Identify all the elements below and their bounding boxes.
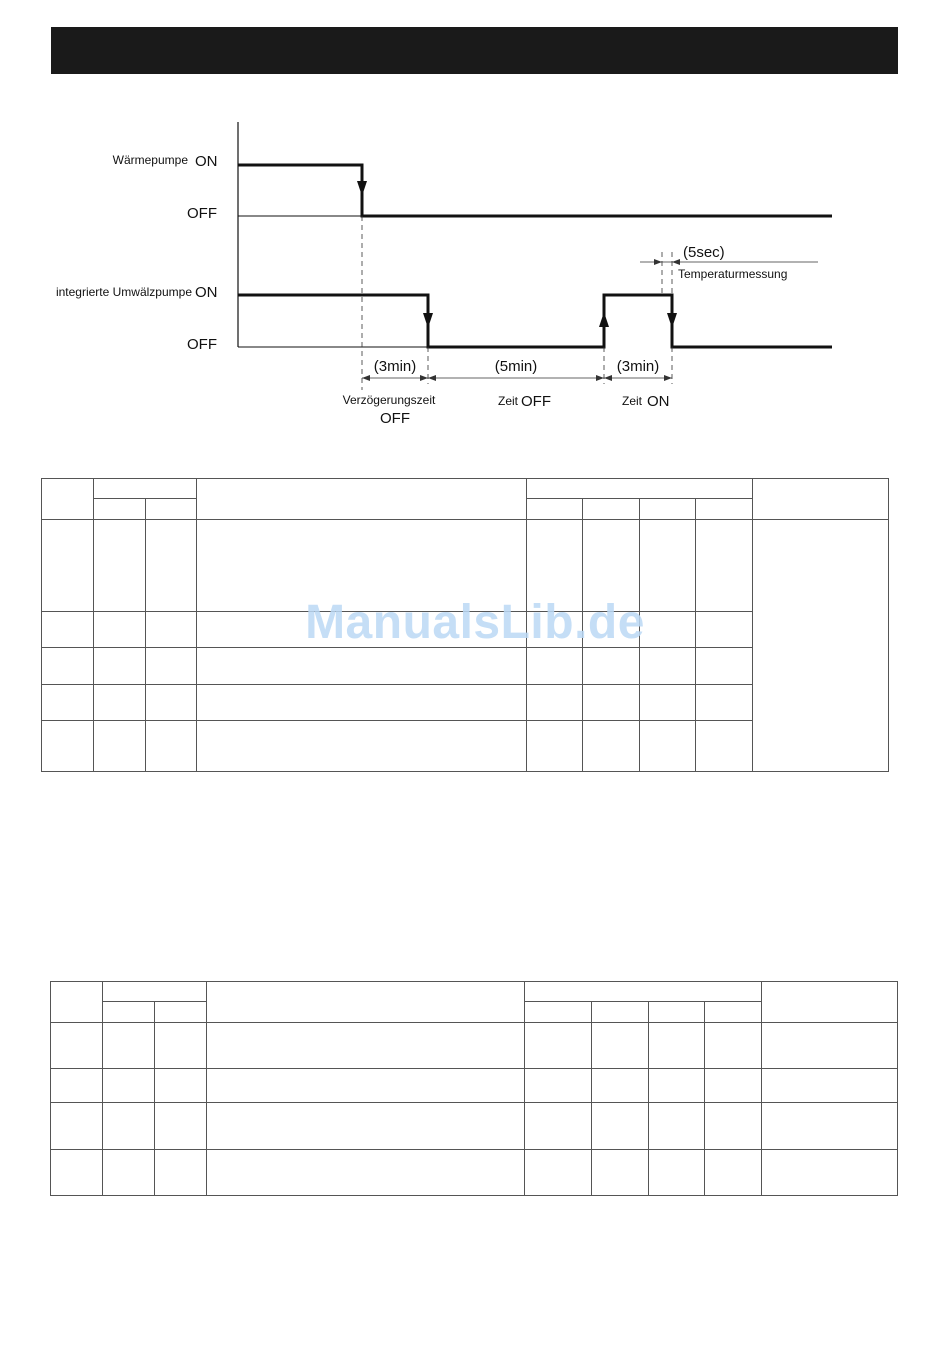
heat-pump-on-label: ON — [195, 153, 218, 170]
dim-arrow — [420, 375, 428, 381]
interval-measure-label: (5sec) — [683, 244, 725, 261]
time-on-state: ON — [647, 393, 670, 410]
table-rule — [154, 1001, 155, 1196]
heat-pump-label: Wärmepumpe — [112, 153, 188, 167]
dim-arrow — [672, 259, 680, 265]
table-rule — [41, 519, 889, 520]
table-border — [50, 981, 51, 1196]
table-rule — [648, 1001, 649, 1196]
interval-on-label: (3min) — [616, 358, 660, 375]
dim-arrow — [664, 375, 672, 381]
table-rule — [102, 981, 103, 1196]
table-border — [50, 1195, 898, 1196]
table-rule — [704, 1001, 705, 1196]
time-off-state: OFF — [521, 393, 551, 410]
circ-pump-off-arrow-2 — [667, 313, 677, 328]
table-rule — [50, 1149, 898, 1150]
time-on-word: Zeit — [621, 394, 642, 408]
interval-delay-label: (3min) — [373, 358, 417, 375]
table-border — [897, 981, 898, 1196]
table-rule — [50, 1102, 898, 1103]
dim-arrow — [654, 259, 662, 265]
header-bar — [51, 27, 898, 74]
dim-arrow — [604, 375, 612, 381]
table-rule — [206, 981, 207, 1196]
table-rule — [50, 1068, 898, 1069]
dim-arrow — [428, 375, 436, 381]
interval-off-label: (5min) — [494, 358, 538, 375]
table-rule — [41, 684, 752, 685]
table-border — [41, 478, 889, 479]
delay-caption-line2: OFF — [380, 410, 410, 427]
table-rule — [524, 1001, 761, 1002]
circ-pump-signal — [238, 295, 832, 347]
timing-diagram — [0, 110, 950, 440]
measure-label: Temperaturmessung — [678, 267, 788, 281]
circ-pump-off-arrow-1 — [423, 313, 433, 328]
table-rule — [591, 1001, 592, 1196]
circ-pump-on-label: ON — [195, 284, 218, 301]
table-rule — [761, 981, 762, 1196]
table-border — [50, 981, 898, 982]
heat-pump-off-label: OFF — [187, 205, 217, 222]
table-rule — [41, 720, 752, 721]
dim-arrow — [596, 375, 604, 381]
table-rule — [524, 981, 525, 1196]
delay-caption-line1: Verzögerungszeit — [342, 393, 436, 407]
circ-pump-off-label: OFF — [187, 336, 217, 353]
table-rule — [50, 1022, 898, 1023]
table-border — [41, 771, 889, 772]
circ-pump-on-arrow — [599, 312, 609, 327]
heat-pump-signal — [238, 165, 832, 216]
dim-arrow — [362, 375, 370, 381]
circ-pump-label: integrierte Umwälzpumpe — [55, 285, 192, 299]
time-off-word: Zeit — [497, 394, 518, 408]
heat-pump-off-arrow — [357, 181, 367, 196]
watermark: ManualsLib.de — [305, 596, 645, 649]
